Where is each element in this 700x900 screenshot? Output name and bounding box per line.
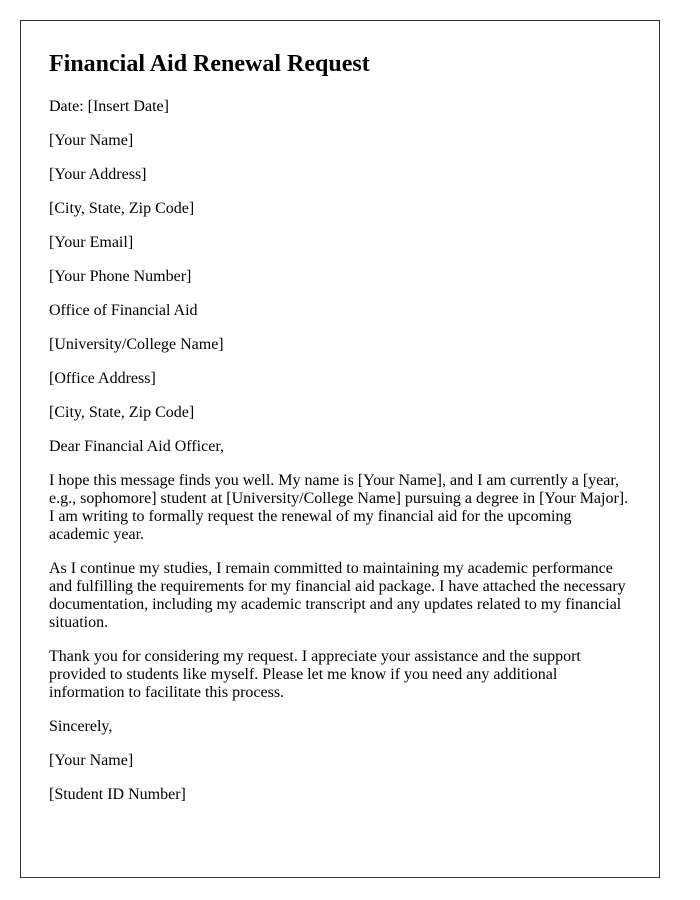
signature-name: [Your Name] [49,752,134,769]
body-paragraph-thanks: Thank you for considering my request. I appreciate your assistance and the support provided to students like myself. Please let me know if you need any additional information to facilitate this process. [49,648,581,701]
sender-name: [Your Name] [49,132,134,149]
body-paragraph-commitment: As I continue my studies, I remain committed to maintaining my academic performance and fulfilling the requirements for my financial aid package. I have attached the necessary documentation, including my academic transcript and any updates related to my financial situation. [49,560,626,631]
sender-address: [Your Address] [49,166,147,183]
body-paragraph-intro: I hope this message finds you well. My name is [Your Name], and I am currently a [year, e.g., sophomore] student at [University/College Name] pursuing a degree in [Your Major]. I am writing to formally request the renewal of my financial aid for the upcoming academic year. [49,472,629,543]
letter-date: Date: [Insert Date] [49,98,169,115]
letter-title: Financial Aid Renewal Request [49,51,370,77]
sender-city-state-zip: [City, State, Zip Code] [49,200,195,217]
recipient-institution: [University/College Name] [49,336,224,353]
sender-phone: [Your Phone Number] [49,268,192,285]
recipient-city-state-zip: [City, State, Zip Code] [49,404,195,421]
student-id: [Student ID Number] [49,786,186,803]
recipient-address: [Office Address] [49,370,156,387]
recipient-office: Office of Financial Aid [49,302,198,319]
closing: Sincerely, [49,718,113,735]
salutation: Dear Financial Aid Officer, [49,438,224,455]
sender-email: [Your Email] [49,234,134,251]
letter-page [20,20,660,878]
letter-content [49,49,633,820]
